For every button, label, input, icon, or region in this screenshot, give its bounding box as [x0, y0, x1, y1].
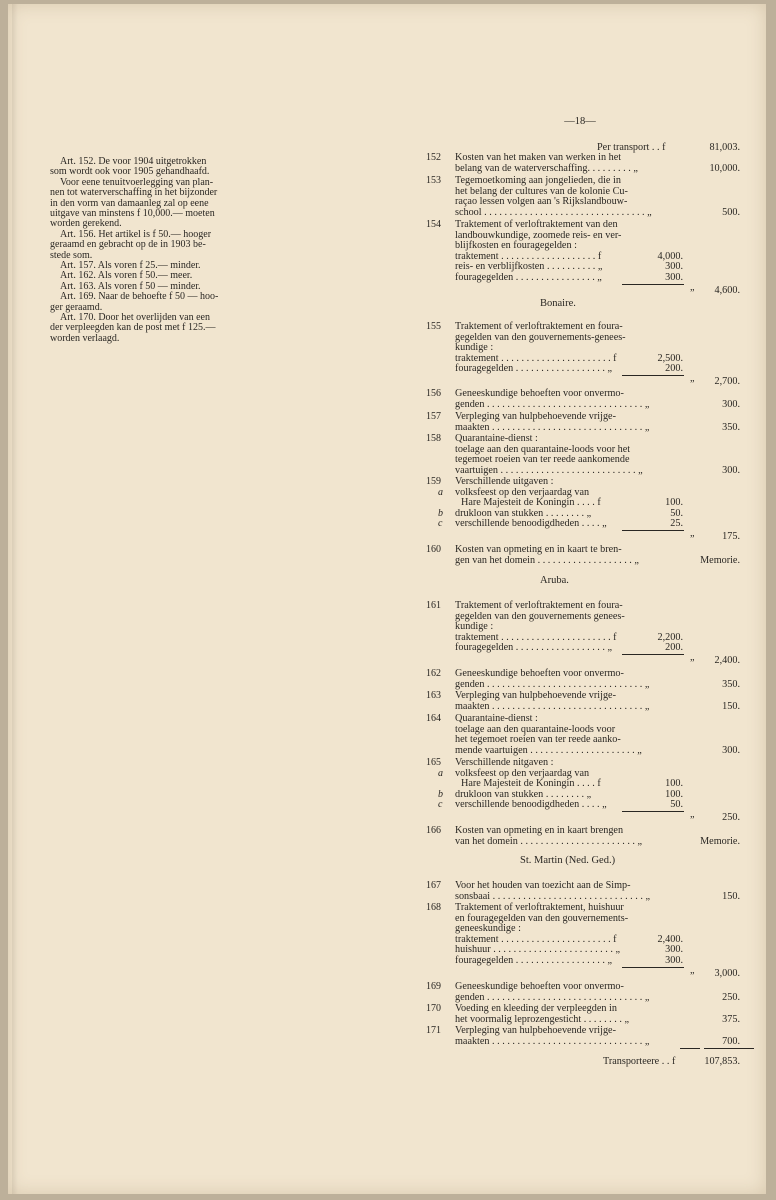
- transport-label: Transporteere . . f: [603, 1056, 676, 1067]
- article-line: Voeding en kleeding der verpleegden in: [455, 1003, 617, 1014]
- article-line: mende vaartuigen . . . . . . . . . . . . . . . . . . . . . „: [455, 744, 642, 756]
- article-amount: 350.: [722, 678, 740, 690]
- rule-line: [622, 811, 684, 812]
- sub-item-value: 4,000.: [657, 250, 683, 262]
- sub-item-label: fouragegelden . . . . . . . . . . . . . . . . . . „: [455, 642, 613, 654]
- article-line: Kosten van het maken van werken in het: [455, 152, 622, 163]
- article-total: 2,400.: [714, 655, 740, 666]
- note-line: Art. 163. Als voren f 50 — minder.: [60, 280, 201, 292]
- rule-line: [622, 375, 684, 376]
- article-line: genden . . . . . . . . . . . . . . . . . . . . . . . . . . . . . . . „: [455, 991, 650, 1003]
- sub-item-value: 300.: [665, 944, 683, 956]
- article-amount: 500.: [722, 206, 740, 218]
- ditto-mark: „: [690, 652, 695, 663]
- article-amount: 700.: [722, 1035, 740, 1047]
- note-line: Voor eene tenuitvoerlegging van plan-: [60, 176, 214, 188]
- article-line: het voormalig leprozengesticht . . . . . . . . „: [455, 1013, 629, 1025]
- sub-letter: a: [438, 767, 443, 779]
- article-line: sonsbaai . . . . . . . . . . . . . . . . . . . . . . . . . . . . . . „: [455, 890, 650, 902]
- article-amount: 375.: [722, 1013, 740, 1025]
- sub-item-value: 300.: [665, 272, 683, 283]
- article-line: genden . . . . . . . . . . . . . . . . . . . . . . . . . . . . . . . „: [455, 678, 650, 690]
- article-number: 153: [426, 175, 441, 186]
- note-line: Art. 169. Naar de behoefte f 50 — hoo-: [60, 291, 219, 303]
- ditto-mark: „: [690, 964, 695, 976]
- article-amount: 300.: [722, 464, 740, 476]
- sub-item-line: Hare Majesteit de Koningin . . . . f: [461, 778, 601, 790]
- section-heading: St. Martin (Ned. Ged.): [520, 855, 616, 866]
- sub-item-value: 100.: [665, 497, 683, 509]
- sub-item-line: verschillende benoodigdheden . . . . „: [455, 518, 607, 530]
- article-number: 165: [426, 757, 441, 768]
- rule-line: [680, 1048, 700, 1049]
- section-heading: Bonaire.: [540, 298, 576, 309]
- sub-letter: b: [438, 788, 443, 800]
- article-line: van het domein . . . . . . . . . . . . . . . . . . . . . . . „: [455, 835, 643, 847]
- article-line: toelage aan den quarantaine-loods voor het: [455, 443, 631, 455]
- article-line: kundige :: [455, 621, 494, 633]
- article-amount: 150.: [722, 890, 740, 902]
- sub-item-value: 50.: [670, 799, 683, 811]
- rule-line: [704, 1048, 754, 1049]
- note-line: Art. 152. De voor 1904 uitgetrokken: [60, 156, 207, 167]
- note-line: Art. 162. Als voren f 50.— meer.: [60, 270, 193, 282]
- note-line: worden gerekend.: [50, 218, 122, 230]
- article-line: Tegemoetkoming aan jongelieden, die in: [455, 175, 621, 186]
- sub-item-label: fouragegelden . . . . . . . . . . . . . . . . . . „: [455, 955, 613, 966]
- article-line: blijfkosten en fouragegelden :: [455, 240, 577, 252]
- sub-item-value: 50.: [670, 507, 683, 519]
- article-line: Kosten van opmeting en in kaart brengen: [455, 825, 624, 836]
- article-line: Traktement of verloftraktement van den: [455, 219, 618, 230]
- sub-item-line: verschillende benoodigdheden . . . . „: [455, 799, 607, 811]
- note-line: worden verlaagd.: [50, 332, 120, 344]
- article-line: Geneeskundige behoeften voor onvermo-: [455, 668, 624, 679]
- article-line: Geneeskundige behoeften voor onvermo-: [455, 388, 624, 399]
- sub-item-line: drukloon van stukken . . . . . . . . „: [455, 507, 592, 519]
- rule-line: [622, 967, 684, 968]
- article-number: 167: [426, 880, 441, 891]
- sub-item-line: drukloon van stukken . . . . . . . . „: [455, 788, 592, 800]
- note-line: geraamd en gebracht op de in 1903 be-: [50, 239, 206, 251]
- sub-item-label: fouragegelden . . . . . . . . . . . . . . . . „: [455, 272, 602, 283]
- note-line: uitgave van minstens f 10,000.— moeten: [50, 208, 215, 219]
- note-line: Art. 157. Als voren f 25.— minder.: [60, 260, 201, 271]
- article-number: 155: [426, 321, 441, 332]
- article-line: gen van het domein . . . . . . . . . . . . . . . . . . . „: [455, 554, 639, 566]
- article-total: 175.: [722, 531, 740, 542]
- article-line: Verpleging van hulpbehoevende vrijge-: [455, 690, 616, 701]
- sub-item-value: 2,500.: [657, 352, 683, 364]
- ditto-mark: „: [690, 373, 695, 384]
- note-line: ger geraamd.: [50, 301, 103, 313]
- article-amount: Memorie.: [700, 554, 740, 566]
- article-line: kundige :: [455, 342, 494, 354]
- article-number: 159: [426, 476, 441, 487]
- sub-item-value: 100.: [665, 788, 683, 800]
- article-line: Quarantaine-dienst :: [455, 713, 538, 724]
- article-number: 152: [426, 152, 441, 163]
- sub-letter: c: [438, 518, 443, 530]
- sub-letter: a: [438, 486, 443, 498]
- article-number: 161: [426, 600, 441, 611]
- article-line: Verschillende nitgaven :: [455, 757, 554, 768]
- article-line: tegemoet roeien van ter reede aankomende: [455, 454, 630, 466]
- note-line: som wordt ook voor 1905 gehandhaafd.: [50, 166, 210, 178]
- article-line: en fouragegelden van den gouvernements-: [455, 912, 629, 924]
- sub-item-value: 2,400.: [657, 933, 683, 945]
- article-line: Quarantaine-dienst :: [455, 433, 538, 444]
- article-line: het tegemoet roeien van ter reede aanko-: [455, 734, 621, 746]
- ditto-mark: „: [690, 809, 695, 820]
- sub-item-label: reis- en verblijfkosten . . . . . . . . . . „: [455, 261, 603, 273]
- article-line: maakten . . . . . . . . . . . . . . . . . . . . . . . . . . . . . . „: [455, 421, 650, 433]
- article-line: het belang der cultures van de kolonie Cu-: [455, 185, 628, 197]
- rule-line: [622, 654, 684, 655]
- article-line: belang van de waterverschaffing. . . . . . . . . „: [455, 162, 638, 174]
- note-line: der verpleegden kan de post met f 125.—: [50, 322, 216, 334]
- page-number: —18—: [564, 116, 596, 127]
- sub-item-value: 300.: [665, 955, 683, 966]
- sub-item-label: traktement . . . . . . . . . . . . . . . . . . . f: [455, 250, 602, 262]
- article-line: Geneeskundige behoeften voor onvermo-: [455, 981, 624, 992]
- sub-item-label: huishuur . . . . . . . . . . . . . . . . . . . . . . . . „: [455, 944, 620, 956]
- article-number: 162: [426, 668, 441, 679]
- article-line: maakten . . . . . . . . . . . . . . . . . . . . . . . . . . . . . . „: [455, 1035, 650, 1047]
- note-line: nen tot waterverschaffing in het bijzonder: [50, 187, 218, 199]
- article-line: vaartuigen . . . . . . . . . . . . . . . . . . . . . . . . . . . „: [455, 464, 643, 476]
- article-amount: Memorie.: [700, 835, 740, 847]
- section-heading: Aruba.: [540, 575, 569, 586]
- article-line: gegelden van den gouvernements-genees-: [455, 331, 626, 343]
- sub-item-line: Hare Majesteit de Koningin . . . . f: [461, 497, 601, 509]
- article-line: Verpleging van hulpbehoevende vrijge-: [455, 1025, 616, 1036]
- article-line: gegelden van den gouvernements genees-: [455, 610, 625, 622]
- article-total: 3,000.: [714, 967, 740, 979]
- sub-item-value: 200.: [665, 642, 683, 654]
- article-line: maakten . . . . . . . . . . . . . . . . . . . . . . . . . . . . . . „: [455, 700, 650, 712]
- note-line: Art. 156. Het artikel is f 50.— hooger: [60, 228, 212, 240]
- article-number: 163: [426, 690, 441, 701]
- article-number: 157: [426, 411, 441, 422]
- sub-item-value: 200.: [665, 363, 683, 375]
- sub-item-line: volksfeest op den verjaardag van: [455, 486, 590, 498]
- ditto-mark: „: [690, 281, 695, 293]
- article-number: 166: [426, 825, 441, 836]
- article-amount: 350.: [722, 421, 740, 433]
- sub-item-line: volksfeest op den verjaardag van: [455, 767, 590, 779]
- article-line: Voor het houden van toezicht aan de Simp-: [455, 880, 631, 891]
- article-number: 169: [426, 981, 441, 992]
- article-line: Traktement of verloftraktement en foura-: [455, 321, 623, 332]
- sub-item-value: 25.: [670, 518, 683, 530]
- article-amount: 10,000.: [709, 162, 740, 174]
- article-line: toelage aan den quarantaine-loods voor: [455, 723, 616, 735]
- article-line: Traktement of verloftraktement, huishuur: [455, 902, 624, 913]
- article-amount: 300.: [722, 744, 740, 756]
- article-amount: 250.: [722, 991, 740, 1003]
- article-number: 164: [426, 713, 441, 724]
- article-number: 158: [426, 433, 441, 444]
- sub-item-label: traktement . . . . . . . . . . . . . . . . . . . . . . f: [455, 933, 617, 945]
- article-line: Traktement of verloftraktement en foura-: [455, 600, 623, 611]
- article-number: 168: [426, 902, 441, 913]
- article-line: geneeskundige :: [455, 923, 521, 935]
- rule-line: [622, 530, 684, 531]
- sub-item-value: 100.: [665, 778, 683, 790]
- transport-amount: 81,003.: [709, 142, 740, 153]
- article-total: 250.: [722, 812, 740, 823]
- article-number: 156: [426, 388, 441, 399]
- article-number: 170: [426, 1003, 441, 1014]
- article-total: 4,600.: [714, 284, 740, 296]
- note-line: stede som.: [50, 249, 93, 261]
- article-amount: 300.: [722, 398, 740, 410]
- note-line: Art. 170. Door het overlijden van een: [60, 312, 210, 323]
- article-total: 2,700.: [714, 376, 740, 387]
- article-amount: 150.: [722, 700, 740, 712]
- article-number: 160: [426, 544, 441, 555]
- sub-item-label: fouragegelden . . . . . . . . . . . . . . . . . . „: [455, 363, 613, 375]
- sub-item-label: traktement . . . . . . . . . . . . . . . . . . . . . . f: [455, 631, 617, 643]
- article-line: landbouwkundige, zoomede reis- en ver-: [455, 229, 622, 241]
- sub-letter: b: [438, 507, 443, 519]
- sub-item-label: traktement . . . . . . . . . . . . . . . . . . . . . . f: [455, 352, 617, 364]
- article-line: school . . . . . . . . . . . . . . . . . . . . . . . . . . . . . . . . „: [455, 206, 652, 218]
- transport-amount: 107,853.: [704, 1056, 740, 1067]
- article-number: 171: [426, 1025, 441, 1036]
- article-number: 154: [426, 219, 441, 230]
- article-line: raçao lessen volgen aan 's Rijkslandbouw-: [455, 196, 628, 208]
- sub-item-value: 300.: [665, 261, 683, 273]
- sub-letter: c: [438, 799, 443, 811]
- article-line: genden . . . . . . . . . . . . . . . . . . . . . . . . . . . . . . . „: [455, 398, 650, 410]
- ditto-mark: „: [690, 528, 695, 539]
- sub-item-value: 2,200.: [657, 631, 683, 643]
- rule-line: [622, 284, 684, 285]
- transport-label: Per transport . . f: [597, 142, 666, 153]
- article-line: Kosten van opmeting en in kaart te bren-: [455, 544, 622, 555]
- article-line: Verpleging van hulpbehoevende vrijge-: [455, 411, 616, 422]
- article-line: Verschillende uitgaven :: [455, 476, 554, 487]
- note-line: in den vorm van damaanleg zal op eene: [50, 197, 209, 209]
- page-fold-shadow: [12, 4, 18, 1194]
